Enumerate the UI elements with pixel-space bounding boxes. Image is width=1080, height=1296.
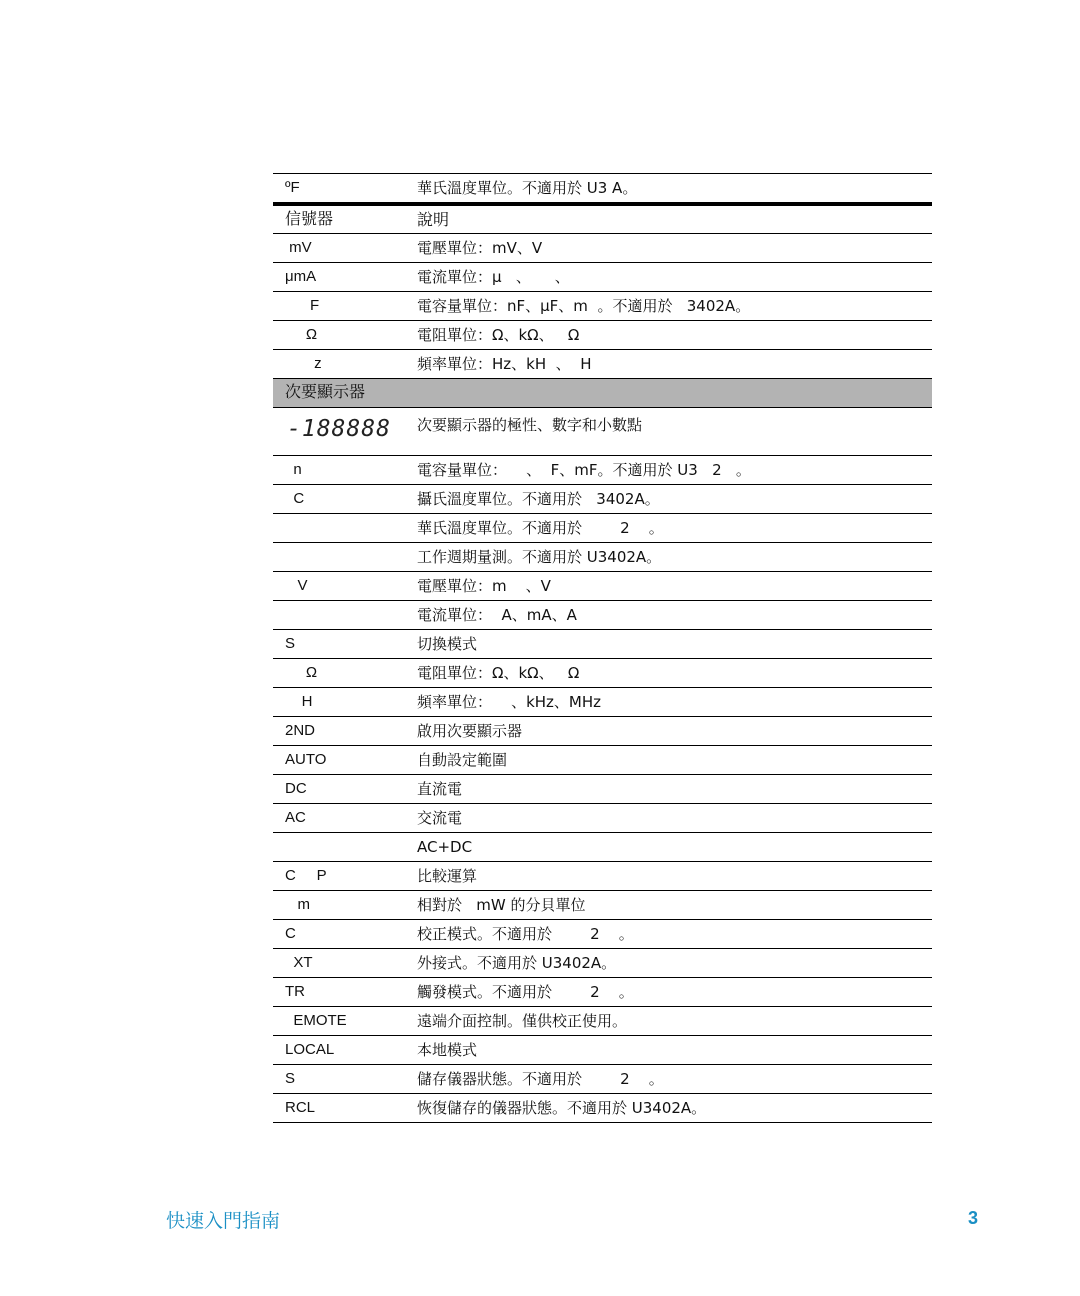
- primary-rows: [273, 233, 932, 378]
- indicator-symbol: ºF: [285, 179, 300, 196]
- table-row: [273, 832, 932, 861]
- indicator-symbol: EMOTE: [285, 1012, 347, 1029]
- table-row: [273, 948, 932, 977]
- table-row: [273, 629, 932, 658]
- segment-display-icon: -188888: [287, 416, 391, 442]
- indicator-description: 啟用次要顯示器: [417, 722, 523, 740]
- indicator-symbol: XT: [285, 954, 313, 971]
- table-row: [273, 861, 932, 890]
- indicator-description: 電容量單位： 、 F、mF。不適用於 U3 2 。: [417, 461, 751, 479]
- indicator-table: [273, 173, 932, 1123]
- indicator-description: 電壓單位：m 、V: [417, 577, 551, 595]
- indicator-symbol: z: [285, 355, 322, 372]
- indicator-description: 切換模式: [417, 635, 478, 653]
- section-header: [273, 378, 932, 407]
- table-row: [273, 774, 932, 803]
- indicator-symbol: V: [285, 577, 308, 594]
- indicator-description: 電壓單位：mV、V: [417, 239, 543, 257]
- table-row: [273, 1006, 932, 1035]
- indicator-description: 電阻單位：Ω、kΩ、 Ω: [417, 664, 580, 682]
- indicator-description: 相對於 mW 的分貝單位: [417, 896, 586, 914]
- indicator-description: 華氏溫度單位。不適用於 U3 A。: [417, 179, 638, 197]
- indicator-symbol: C: [285, 925, 296, 942]
- table-header: [273, 202, 932, 233]
- indicator-description: 觸發模式。不適用於 2 。: [417, 983, 634, 1001]
- indicator-description: 校正模式。不適用於 2 。: [417, 925, 634, 943]
- table-row: [273, 484, 932, 513]
- table-row: [273, 600, 932, 629]
- table-row: [273, 542, 932, 571]
- indicator-description: 直流電: [417, 780, 463, 798]
- table-row: [273, 262, 932, 291]
- indicator-symbol: S: [285, 1070, 296, 1087]
- indicator-symbol: AUTO: [285, 751, 327, 768]
- table-row: [273, 919, 932, 948]
- table-row: [273, 349, 932, 378]
- indicator-description: 交流電: [417, 809, 463, 827]
- header-indicator: 信號器: [285, 211, 334, 228]
- indicator-symbol: AC: [285, 809, 306, 826]
- indicator-symbol: μmA: [285, 268, 317, 285]
- indicator-symbol: DC: [285, 780, 307, 797]
- table-row: [273, 1064, 932, 1093]
- table-row: [273, 173, 932, 202]
- table-row: [273, 455, 932, 484]
- footer-title: 快速入門指南: [166, 1210, 281, 1232]
- indicator-symbol: Ω: [285, 326, 318, 343]
- indicator-symbol: n: [285, 461, 302, 478]
- table-row: [273, 803, 932, 832]
- indicator-description: 外接式。不適用於 U3402A。: [417, 954, 617, 972]
- table-row: [273, 890, 932, 919]
- indicator-symbol: 2ND: [285, 722, 316, 739]
- table-row: [273, 1035, 932, 1064]
- indicator-description: 頻率單位：Hz、kH 、 H: [417, 355, 592, 373]
- table-row: [273, 320, 932, 349]
- section-title: 次要顯示器: [285, 384, 366, 401]
- indicator-description: 恢復儲存的儀器狀態。不適用於 U3402A。: [417, 1099, 707, 1117]
- indicator-description: 自動設定範圍: [417, 751, 508, 769]
- table-row: [273, 745, 932, 774]
- indicator-symbol: F: [285, 297, 320, 314]
- table-row: [273, 407, 932, 455]
- indicator-symbol: C: [285, 490, 305, 507]
- table-row: [273, 513, 932, 542]
- secondary-rows: [273, 455, 932, 1122]
- page-number: 3: [968, 1208, 979, 1228]
- indicator-description: 工作週期量測。不適用於 U3402A。: [417, 548, 662, 566]
- table-row: [273, 658, 932, 687]
- indicator-symbol: LOCAL: [285, 1041, 335, 1058]
- indicator-symbol: m: [285, 896, 310, 913]
- indicator-description: 次要顯示器的極性、數字和小數點: [417, 416, 643, 434]
- table-bottom-rule: [273, 1122, 932, 1123]
- indicator-description: 電流單位： A、mA、A: [417, 606, 577, 624]
- indicator-description: 比較運算: [417, 867, 478, 885]
- indicator-symbol: TR: [285, 983, 305, 1000]
- indicator-description: 攝氏溫度單位。不適用於 3402A。: [417, 490, 660, 508]
- table-row: [273, 977, 932, 1006]
- indicator-description: 頻率單位： 、kHz、MHz: [417, 693, 602, 711]
- indicator-symbol: C P: [285, 867, 327, 884]
- indicator-symbol: RCL: [285, 1099, 316, 1116]
- indicator-symbol: Ω: [285, 664, 318, 681]
- indicator-symbol: H: [285, 693, 313, 710]
- indicator-description: 電流單位：μ 、 、: [417, 268, 570, 286]
- indicator-description: 本地模式: [417, 1041, 478, 1059]
- indicator-description: 遠端介面控制。僅供校正使用。: [417, 1012, 628, 1030]
- indicator-symbol: S: [285, 635, 296, 652]
- header-description: 說明: [417, 210, 450, 229]
- table-row: [273, 1093, 932, 1122]
- indicator-description: 儲存儀器狀態。不適用於 2 。: [417, 1070, 664, 1088]
- table-row: [273, 291, 932, 320]
- indicator-description: 華氏溫度單位。不適用於 2 。: [417, 519, 664, 537]
- table-row: [273, 233, 932, 262]
- table-row: [273, 571, 932, 600]
- indicator-description: 電容量單位：nF、μF、m 。不適用於 3402A。: [417, 297, 751, 315]
- table-row: [273, 687, 932, 716]
- table-row: [273, 716, 932, 745]
- indicator-description: AC+DC: [417, 838, 473, 856]
- indicator-description: 電阻單位：Ω、kΩ、 Ω: [417, 326, 580, 344]
- indicator-symbol: mV: [285, 239, 312, 256]
